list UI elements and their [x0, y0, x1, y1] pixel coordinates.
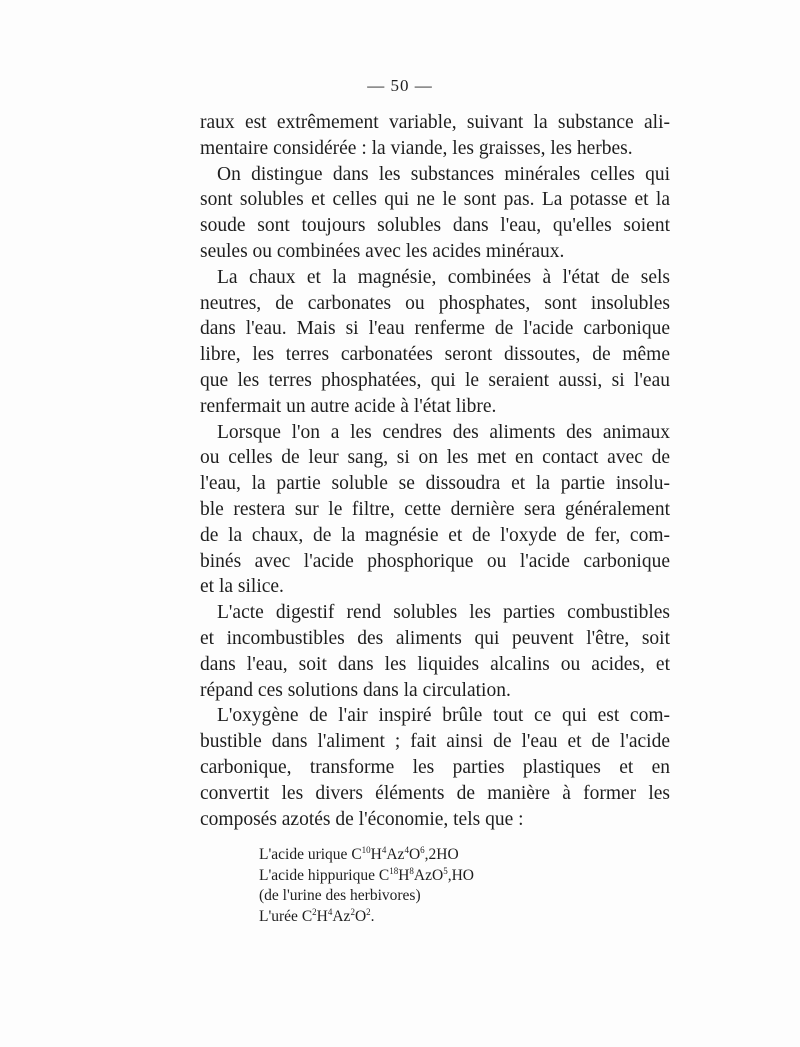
- text-line: Lorsque l'on a les cendres des aliments des animaux: [217, 421, 670, 443]
- formula-count: 2: [312, 906, 317, 917]
- formula-label: L'acide hippurique: [259, 866, 375, 884]
- text-line: de la chaux, de la magnésie et de l'oxyde de fer, com-: [200, 524, 670, 546]
- text-line: l'eau, la partie soluble se dissoudra et la partie insolu-: [200, 473, 670, 495]
- text-line: On distingue dans les substances minérales celles qui: [217, 163, 670, 185]
- formula-hippuric-acid: [259, 866, 474, 887]
- formula-element: H: [316, 907, 328, 925]
- formula-count: 5: [443, 865, 448, 876]
- formula-element: H: [370, 846, 382, 863]
- formula-element: .: [370, 907, 375, 925]
- formula-list: [259, 845, 474, 927]
- text-line: dans l'eau. Mais si l'eau renferme de l'acide carbonique: [200, 318, 670, 340]
- text-line: libre, les terres carbonatées seront dissoutes, de même: [200, 344, 670, 366]
- formula-element: H: [398, 866, 410, 884]
- formula-label: L'urée: [259, 907, 298, 925]
- text-line: neutres, de carbonates ou phosphates, sont insolubles: [200, 292, 670, 314]
- formula-element: C: [351, 846, 362, 863]
- formula-element: O: [354, 907, 367, 925]
- formula-count: 6: [420, 845, 425, 855]
- text-line: L'oxygène de l'air inspiré brûle tout ce qui est com-: [217, 705, 670, 727]
- text-line: sont solubles et celles qui ne le sont pas. La potasse et la: [200, 189, 670, 211]
- formula-element: O: [408, 846, 421, 863]
- formula-element: C: [378, 866, 390, 884]
- formula-element: ,2HO: [424, 846, 459, 863]
- text-line: que les terres phosphatées, qui le seraient aussi, si l'eau: [200, 369, 670, 391]
- text-line: et incombustibles des aliments qui peuvent l'être, soit: [200, 627, 670, 649]
- formula-count: 4: [327, 906, 333, 917]
- text-line: composés azotés de l'économie, tels que :: [200, 808, 524, 830]
- formula-element: Az: [332, 907, 351, 925]
- chemical-formula: [379, 867, 474, 884]
- paragraph: [200, 420, 670, 601]
- text-line: répand ces solutions dans la circulation.: [200, 679, 511, 701]
- formula-label: L'acide urique: [259, 846, 348, 863]
- text-line: mentaire considérée : la viande, les graisses, les herbes.: [200, 137, 633, 159]
- text-line: raux est extrêmement variable, suivant la substance ali-: [200, 112, 670, 133]
- formula-count: 18: [389, 865, 399, 876]
- formula-count: 4: [381, 845, 387, 855]
- paragraph: [200, 162, 670, 265]
- text-line: renfermait un autre acide à l'état libre.: [200, 395, 497, 417]
- formula-uree: [259, 907, 474, 928]
- text-line: et la silice.: [200, 576, 284, 598]
- paragraph: [200, 110, 670, 162]
- body-text: [200, 110, 670, 832]
- formula-element: ,HO: [447, 866, 474, 884]
- formula-element: AzO: [413, 866, 444, 884]
- paragraph: [200, 265, 670, 420]
- text-line: carbonique, transforme les parties plastiques et en: [200, 756, 670, 778]
- formula-count: 8: [409, 865, 414, 876]
- text-line: ou celles de leur sang, si on les met en contact avec de: [200, 447, 670, 469]
- formula-count: 4: [404, 845, 409, 855]
- paragraph: [200, 703, 670, 832]
- text-line: bustible dans l'aliment ; fait ainsi de l'eau et de l'acide: [200, 731, 670, 753]
- text-line: convertit les divers éléments de manière à former les: [200, 782, 670, 804]
- paragraph: [200, 600, 670, 703]
- chemical-formula: [351, 846, 458, 863]
- formula-element: C: [301, 907, 313, 925]
- formula-element: Az: [386, 846, 405, 863]
- text-line: binés avec l'acide phosphorique ou l'acide carbonique: [200, 550, 670, 572]
- chemical-formula: [302, 908, 375, 925]
- formula-count: 10: [361, 845, 371, 855]
- formula-count: 2: [366, 906, 371, 917]
- formula-count: 2: [350, 906, 355, 917]
- text-line: seules ou combinées avec les acides minéraux.: [200, 240, 565, 262]
- text-line: ble restera sur le filtre, cette dernière sera généralement: [200, 498, 670, 520]
- text-line: La chaux et la magnésie, combinées à l'état de sels: [217, 266, 670, 288]
- text-line: L'acte digestif rend solubles les parties combustibles: [217, 602, 670, 624]
- page-number: — 50 —: [367, 76, 433, 95]
- text-line: soude sont toujours solubles dans l'eau, qu'elles soient: [200, 215, 670, 237]
- text-line: dans l'eau, soit dans les liquides alcalins ou acides, et: [200, 653, 670, 675]
- formula-uric-acid: [259, 845, 474, 866]
- formula-note: (de l'urine des herbivores): [259, 887, 421, 904]
